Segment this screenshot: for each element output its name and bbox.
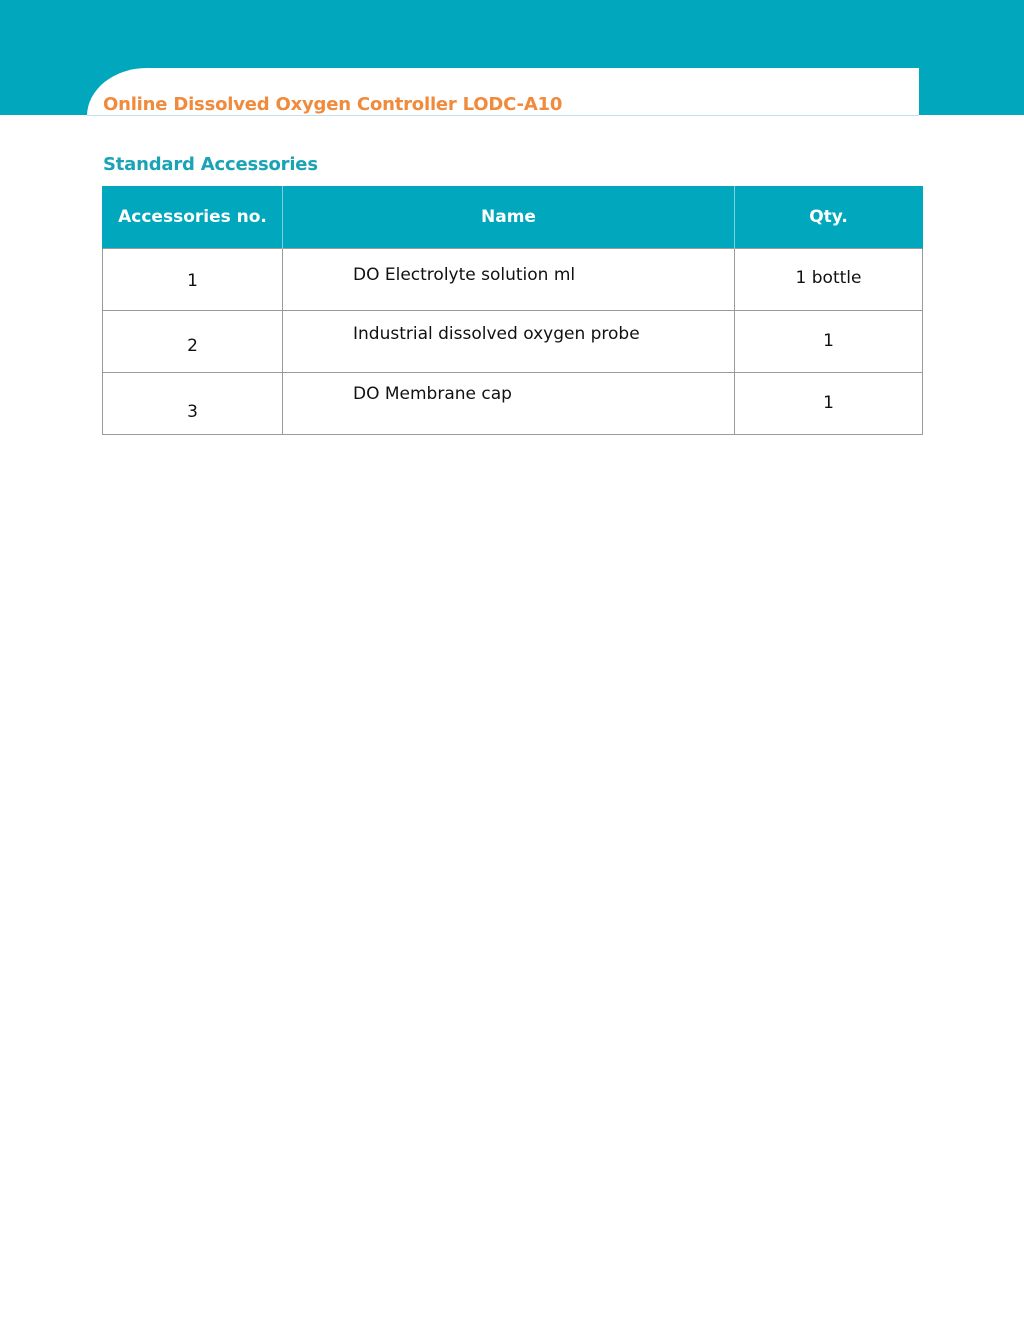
accessory-name: Industrial dissolved oxygen probe (353, 324, 640, 344)
table-header-row (103, 186, 923, 249)
accessory-name: DO Membrane cap (353, 384, 512, 404)
document-title: Online Dissolved Oxygen Controller LODC-A10 (103, 94, 563, 115)
table-cell-name (283, 249, 735, 311)
accessory-qty: 1 (823, 331, 834, 351)
accessory-number: 3 (187, 402, 198, 422)
header-divider (87, 115, 919, 116)
table-cell-no (103, 373, 283, 435)
accessory-number: 2 (187, 336, 198, 356)
column-header-accessories-no: Accessories no. (103, 186, 283, 249)
table-row (103, 249, 923, 311)
table-cell-qty (735, 249, 923, 311)
accessory-number: 1 (187, 271, 198, 291)
accessory-qty: 1 bottle (795, 268, 862, 288)
column-header-qty: Qty. (735, 186, 923, 249)
table-cell-name (283, 311, 735, 373)
table-cell-no (103, 311, 283, 373)
table-cell-name (283, 373, 735, 435)
table-cell-no (103, 249, 283, 311)
accessory-qty: 1 (823, 393, 834, 413)
table-row (103, 311, 923, 373)
table-cell-qty (735, 373, 923, 435)
accessory-name: DO Electrolyte solution ml (353, 265, 576, 285)
section-title: Standard Accessories (103, 154, 318, 175)
accessories-table (102, 186, 923, 435)
column-header-name: Name (283, 186, 735, 249)
table-row (103, 373, 923, 435)
table-cell-qty (735, 311, 923, 373)
